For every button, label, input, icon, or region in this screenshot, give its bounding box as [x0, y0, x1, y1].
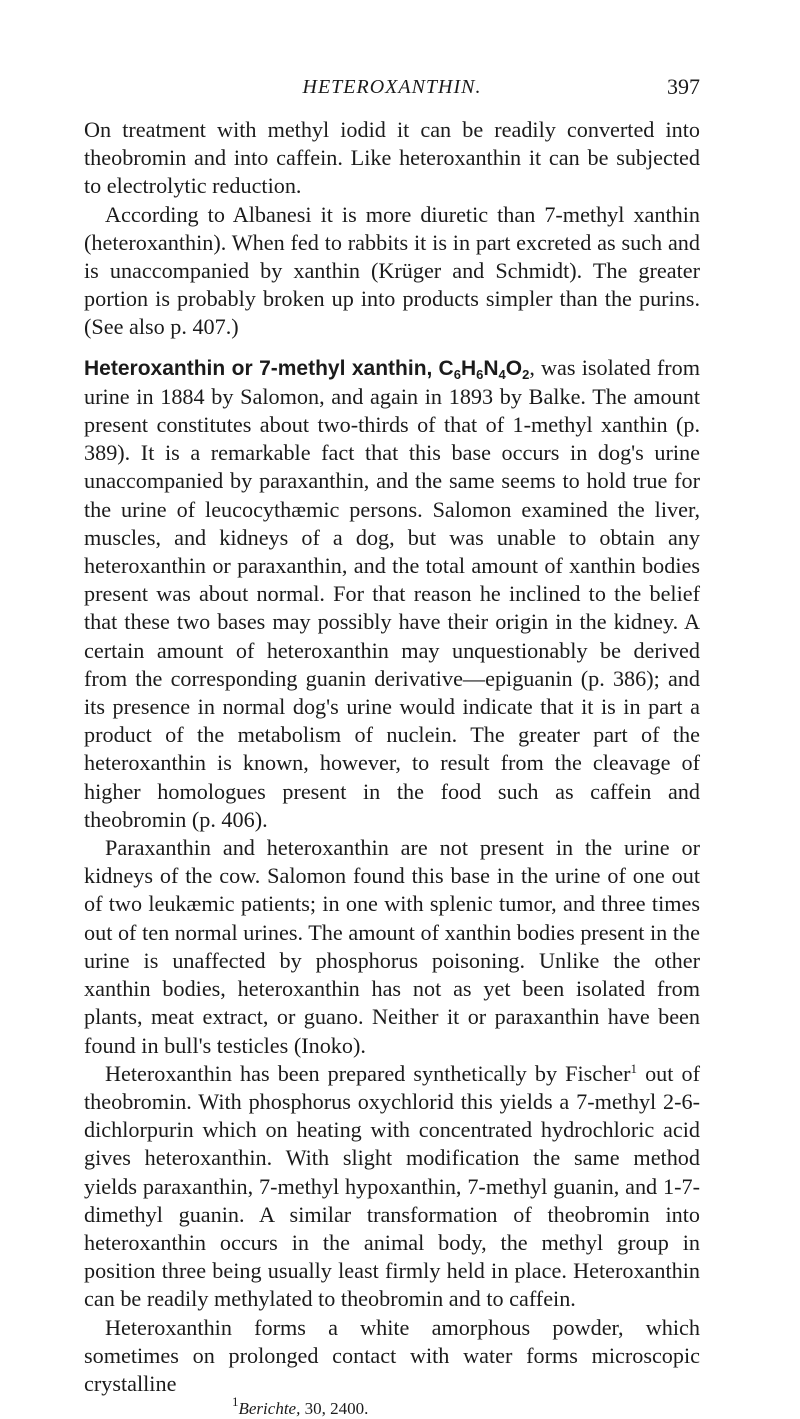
formula-h-count: 6 — [476, 366, 484, 382]
footnote-reference: 1 — [630, 1060, 637, 1076]
formula-o: O — [505, 356, 523, 380]
paragraph-electrolytic-reduction: On treatment with methyl iodid it can be readily converted into theobromin and into caffein. Like heteroxanthin it can be subjected to electrolytic reduction. — [84, 117, 700, 199]
formula-o-count: 2 — [522, 366, 530, 382]
paragraph-occurrence: Paraxanthin and heteroxanthin are not present in the urine or kidneys of the cow. Salomon found this base in the urine of one out of two leukæmic patients; in one with splenic tumor, and three times out of ten normal urines. The amount of xanthin bodies present in the urine is unaffected by phosphorus poisoning. Unlike the other xanthin bodies, heteroxanthin has not as yet been isolated from plants, meat extract, or guano. Neither it or paraxanthin have been found in bull's testicles (Inoko). — [84, 835, 700, 1058]
footnote-marker: 1 — [232, 1394, 239, 1410]
running-title: HETEROXANTHIN. — [302, 76, 482, 98]
book-page — [84, 72, 700, 1419]
paragraph-heteroxanthin-section — [84, 354, 700, 834]
footnote-citation: 30, 2400. — [300, 1399, 369, 1419]
synthesis-text-before: Heteroxanthin has been prepared synthetically by Fischer — [105, 1060, 631, 1086]
section-body-text: , was isolated from urine in 1884 by Salomon, and again in 1893 by Balke. The amount present constitutes about two-thirds of that of 1-methyl xanthin (p. 389). It is a remarkable fact that this base occurs in dog's urine unaccompanied by paraxanthin, and the same seems to hold true for the urine of leucocythæmic persons. Salomon examined the liver, muscles, and kidneys of a dog, but was unable to obtain any heteroxanthin or paraxanthin, and the total amount of xanthin bodies present was about normal. For that reason he inclined to the belief that these two bases may possibly have their origin in the kidney. A certain amount of heteroxanthin may unquestionably be derived from the corresponding guanin derivative—epiguanin (p. 386); and its presence in normal dog's urine would indicate that it is in part a product of the metabolism of nuclein. The greater part of the heteroxanthin is known, however, to result from the cleavage of higher homologues present in the food such as caffein and theobromin (p. 406). — [84, 354, 700, 832]
chemical-formula — [439, 357, 530, 380]
page-number: 397 — [667, 74, 700, 99]
formula-c-count: 6 — [453, 366, 461, 382]
formula-h: H — [460, 356, 477, 380]
synthesis-text-after: out of theobromin. With phosphorus oxychlorid this yields a 7-methyl 2-6-dichlorpurin which on heating with concentrated hydrochloric acid gives heteroxanthin. With slight modification the same method yields paraxanthin, 7-methyl hypoxanthin, 7-methyl guanin, and 1-7-dimethyl guanin. A similar transformation of theobromin into heteroxanthin occurs in the animal body, the methyl group in position three being usually least firmly held in place. Heteroxanthin can be readily methylated to theobromin and to caffein. — [84, 1060, 701, 1312]
running-head — [84, 72, 700, 100]
section-lead-term: Heteroxanthin or 7-methyl xanthin, — [84, 356, 433, 380]
paragraph-diuretic-effect: According to Albanesi it is more diuretic than 7-methyl xanthin (heteroxanthin). When fed to rabbits it is in part excreted as such and is unaccompanied by xanthin (Krüger and Schmidt). The greater portion is probably broken up into products simpler than the purins. (See also p. 407.) — [84, 201, 700, 340]
formula-n-count: 4 — [498, 366, 506, 382]
paragraph-properties: Heteroxanthin forms a white amorphous powder, which sometimes on prolonged contact with water forms microscopic crystalline — [84, 1314, 700, 1396]
formula-c: C — [438, 356, 454, 380]
formula-n: N — [483, 356, 499, 380]
footnote — [84, 1394, 700, 1419]
footnote-work: Berichte, — [238, 1399, 301, 1419]
paragraph-synthesis — [84, 1060, 700, 1314]
